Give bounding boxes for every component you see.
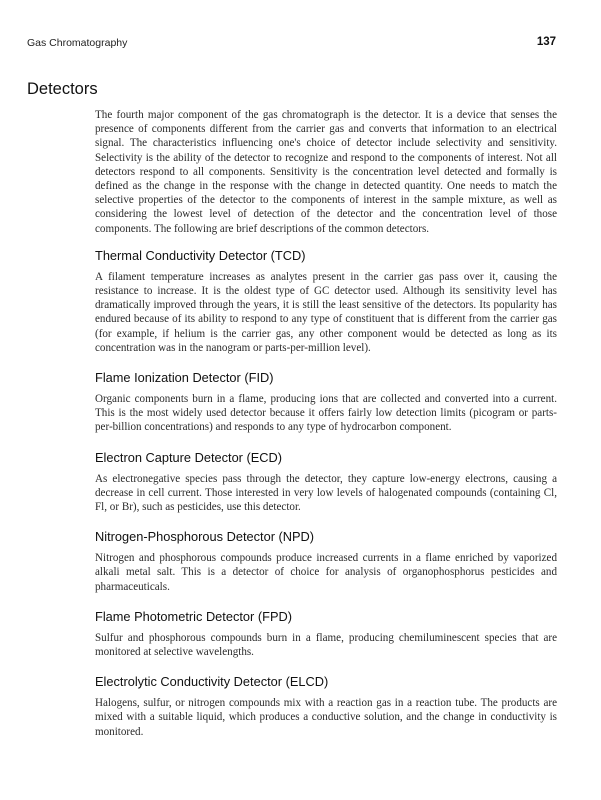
detector-section-ecd (95, 450, 557, 515)
detector-section-fid (95, 370, 557, 435)
section-heading: Thermal Conductivity Detector (TCD) (95, 247, 306, 263)
detector-section-elcd (95, 674, 557, 739)
section-paragraph: As electronegative species pass through the detector, they capture low-energy electrons, causing a decrease in cell current. Those interested in very low levels of halogenated compounds (containing Cl, Fl, or Br), such as pesticides, use this detector. (95, 472, 557, 514)
section-paragraph: Nitrogen and phosphorous compounds produce increased currents in a flame enriched by vaporized alkali metal salt. This is a detector of choice for analysis of organophosphorus pesticides and pharmaceuticals. (95, 552, 557, 593)
running-head: Gas Chromatography (27, 37, 128, 49)
detector-section-npd (95, 529, 557, 594)
section-heading: Flame Photometric Detector (FPD) (95, 608, 292, 624)
section-paragraph: Sulfur and phosphorous compounds burn in a flame, producing chemiluminescent species that are monitored at selective wavelengths. (95, 631, 557, 659)
detector-section-fpd (95, 609, 557, 659)
section-paragraph: Halogens, sulfur, or nitrogen compounds mix with a reaction gas in a reaction tube. The products are mixed with a suitable liquid, which produces a conductive solution, and the change in conductivity is monitored. (95, 697, 557, 738)
section-paragraph: A filament temperature increases as analytes present in the carrier gas pass over it, causing the resistance to increase. It is the oldest type of GC detector used. Although its sensitivity level has dramatically improved through the years, it is still the least sensitive of the detectors. Its popularity has endured because of its ability to respond to any type of constituent that is different from the carrier gas (for example, if helium is the carrier gas, any other component would be detected as long as its concentration was in the nanogram or parts-per-million level). (95, 270, 557, 354)
page-body (95, 108, 557, 739)
intro-paragraph: The fourth major component of the gas chromatograph is the detector. It is a device that senses the presence of components different from the carrier gas and converts that information to an electrical signal. The characteristics influencing one's choice of detector include selectivity and sensitivity. Selectivity is the ability of the detector to recognize and respond to the components of interest. Not all detectors respond to all components. Sensitivity is the concentration level detected and formally is defined as the change in the response with the change in detected quantity. One needs to match the selective properties of the detector to the components of interest in the sample mixture, as well as considering the lowest level of detection of the detector and the concentration level of those components. The following are brief descriptions of the common detectors. (95, 109, 557, 235)
page-number: 137 (536, 36, 556, 48)
section-heading: Nitrogen-Phosphorous Detector (NPD) (95, 529, 315, 545)
section-heading: Electron Capture Detector (ECD) (95, 449, 283, 465)
detector-section-tcd (95, 248, 557, 355)
section-heading: Electrolytic Conductivity Detector (ELCD) (95, 674, 329, 690)
section-heading: Flame Ionization Detector (FID) (95, 370, 274, 386)
section-title: Detectors (27, 80, 98, 98)
section-paragraph: Organic components burn in a flame, producing ions that are collected and converted into a current. This is the most widely used detector because it offers fairly low detection limits (picogram or parts-per-billion concentrations) and responds to any type of hydrocarbon component. (95, 393, 557, 434)
